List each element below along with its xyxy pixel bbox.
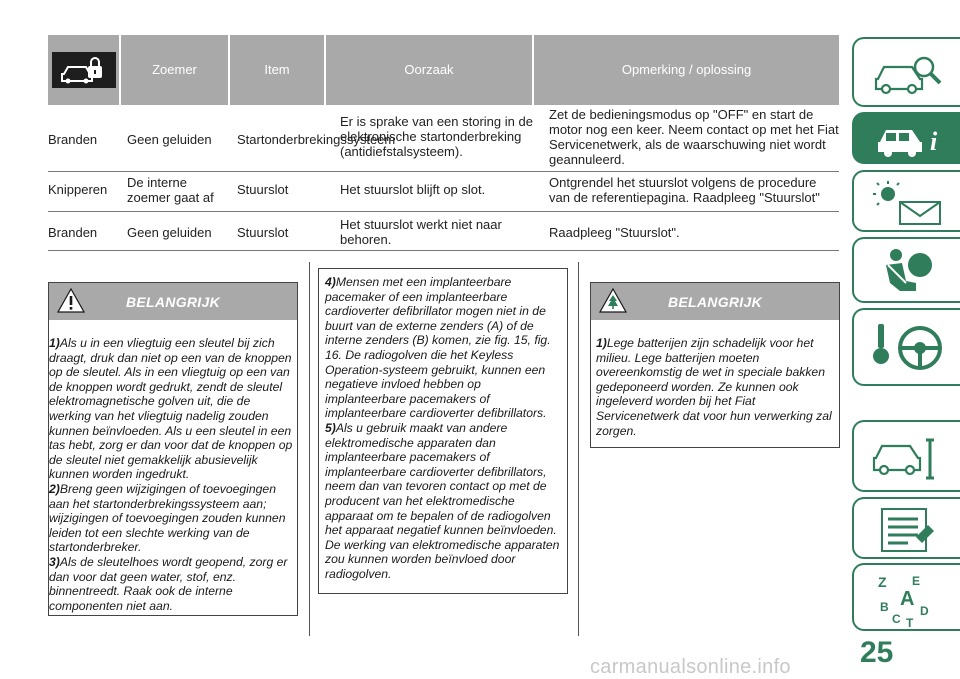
note-number: 3): [49, 554, 60, 569]
indicator-state: Branden: [48, 132, 98, 147]
header-zoemer: Zoemer: [152, 62, 197, 77]
environment-box-belangrijk: [590, 282, 840, 448]
immobilizer-warning-cell: [48, 35, 119, 105]
page-number: 25: [860, 636, 894, 669]
document-list-icon: [876, 507, 940, 558]
tab-safety[interactable]: [852, 237, 960, 303]
header-item: Item: [264, 62, 290, 77]
watermark: carmanualsonline.info: [590, 656, 791, 678]
note-number: 2): [49, 481, 60, 496]
immobilizer-lock-icon: [52, 52, 116, 88]
svg-text:A: A: [900, 588, 915, 610]
note-text: Als u gebruik maakt van andere elektromedische apparaten dan implanteerbare pacemakers of implanteerbare cardioverter defibrillators, neem dan van tevoren contact op met de producent van het elektromedische apparaat om te bepalen of de radiogolven het apparaat negatief kunnen beïnvloeden. De werking van elektromedische apparaten zou kunnen worden beïnvloed door radiogolven.: [325, 420, 560, 581]
note-text: Breng geen wijzigingen of toevoegingen aan het startonderbrekingssysteem aan; wijzigingen of toevoegingen zouden kunnen leiden tot een slechte werking van de startonderbreker.: [49, 481, 286, 555]
remark-text: Raadpleeg "Stuurslot".: [549, 225, 680, 240]
header-oorzaak: Oorzaak: [404, 62, 454, 77]
tab-maintenance[interactable]: [852, 420, 960, 492]
warning-text: [596, 336, 836, 438]
note-text: Mensen met een implanteerbare pacemaker of een implanteerbare cardioverter defibrillator mogen niet in de buurt van de externe zenders (A) of de interne zenders (B) komen, zie fig. 15, fig. 16. De radiogolven die het Keyless Operation-systeem gebruikt, kunnen een negatieve invloed hebben op implanteerbare pacemakers of implanteerbare cardioverter defibrillators.: [325, 275, 551, 421]
note-number: 5): [325, 420, 336, 435]
table-row: [48, 105, 839, 172]
item-name: Startonderbrekingssysteem: [237, 132, 396, 147]
svg-text:C: C: [892, 612, 901, 626]
cause-text: Het stuurslot werkt niet naar behoren.: [340, 217, 502, 247]
column-divider: [578, 262, 579, 636]
tab-car-info[interactable]: [852, 112, 960, 164]
airbag-seatbelt-icon: [876, 247, 940, 302]
svg-text:T: T: [906, 616, 914, 627]
alphabet-index-icon: [876, 571, 940, 632]
table-header: [48, 35, 839, 105]
indicator-state: Branden: [48, 225, 98, 240]
note-5: [325, 421, 565, 582]
note-number: 1): [49, 336, 60, 350]
car-service-icon: [870, 438, 946, 485]
warning-light-message-icon: [872, 180, 944, 231]
note-3: [49, 555, 295, 613]
note-2: [49, 482, 295, 555]
key-steering-wheel-icon: [872, 322, 944, 383]
table-row: [48, 212, 839, 251]
column-divider: [309, 262, 310, 636]
item-name: Stuurslot: [237, 182, 289, 197]
buzzer-state: Geen geluiden: [127, 225, 212, 240]
cause-text: Er is sprake van een storing in de elektronische startonderbreking (antidiefstalsysteem).: [340, 114, 533, 159]
remark-text: Zet de bedieningsmodus op "OFF" en start de motor nog een keer. Neem contact op met het Fiat Servicenetwerk, als de waarschuwing niet wordt geannuleerd.: [549, 107, 839, 167]
tab-starting-driving[interactable]: [852, 308, 960, 386]
buzzer-state: De interne zoemer gaat af: [127, 175, 214, 205]
remark-text: Ontgrendel het stuurslot volgens de procedure van de referentiepagina. Raadpleeg "Stuurslot": [549, 175, 820, 205]
warning-box-continued: [318, 268, 568, 594]
svg-text:i: i: [930, 127, 938, 156]
warning-title: BELANGRIJK: [125, 294, 220, 310]
svg-text:D: D: [920, 604, 929, 618]
car-search-icon: [872, 51, 944, 102]
warning-text: [49, 336, 295, 613]
table-row: [48, 172, 839, 212]
note-1: [49, 336, 295, 482]
svg-text:E: E: [912, 574, 921, 588]
svg-text:B: B: [880, 600, 889, 614]
warning-text: [325, 275, 565, 581]
indicator-state: Knipperen: [48, 182, 108, 197]
note-text: Als de sleutelhoes wordt geopend, zorg er dan voor dat geen water, stof, enz. binnentreedt. Raak ook de interne componenten niet aan.: [49, 554, 288, 613]
item-name: Stuurslot: [237, 225, 289, 240]
cause-text: Het stuurslot blijft op slot.: [340, 182, 486, 197]
note-text: Als u in een vliegtuig een sleutel bij zich draagt, druk dan niet op een van de knoppen op de sleutel. Als in een vliegtuig op een van de knoppen wordt gedrukt, zendt de sleutel elektromagnetische golven uit, die de werking van het vliegtuig nadelig zouden kunnen beïnvloeden. Als u een sleutel in een tas hebt, zorg er dan voor dat de knoppen op de sleutel niet gemakkelijk abusievelijk kunnen worden ingedrukt.: [49, 336, 293, 482]
warning-header: [49, 283, 297, 320]
header-opmerking: Opmerking / oplossing: [621, 62, 752, 77]
tab-warning-lights[interactable]: [852, 170, 960, 232]
tab-technical-data[interactable]: [852, 497, 960, 559]
note-number: 4): [325, 275, 336, 289]
note-4: [325, 275, 565, 421]
warning-header: [591, 283, 839, 320]
svg-text:Z: Z: [878, 574, 887, 590]
note-text: Lege batterijen zijn schadelijk voor het milieu. Lege batterijen moeten overeenkomstig de wet in speciale bakken gedeponeerd worden. Ze kunnen ook ingeleverd worden bij het Fiat Servicenetwerk dat voor hun verwerking zal zorgen.: [596, 336, 832, 438]
note-number: 1): [596, 336, 607, 350]
note-1: [596, 336, 836, 438]
warning-title: BELANGRIJK: [667, 294, 762, 310]
tab-index[interactable]: [852, 563, 960, 631]
car-info-icon: [874, 120, 946, 165]
tab-car-search[interactable]: [852, 37, 960, 107]
buzzer-state: Geen geluiden: [127, 132, 212, 147]
warning-box-belangrijk: [48, 282, 298, 616]
